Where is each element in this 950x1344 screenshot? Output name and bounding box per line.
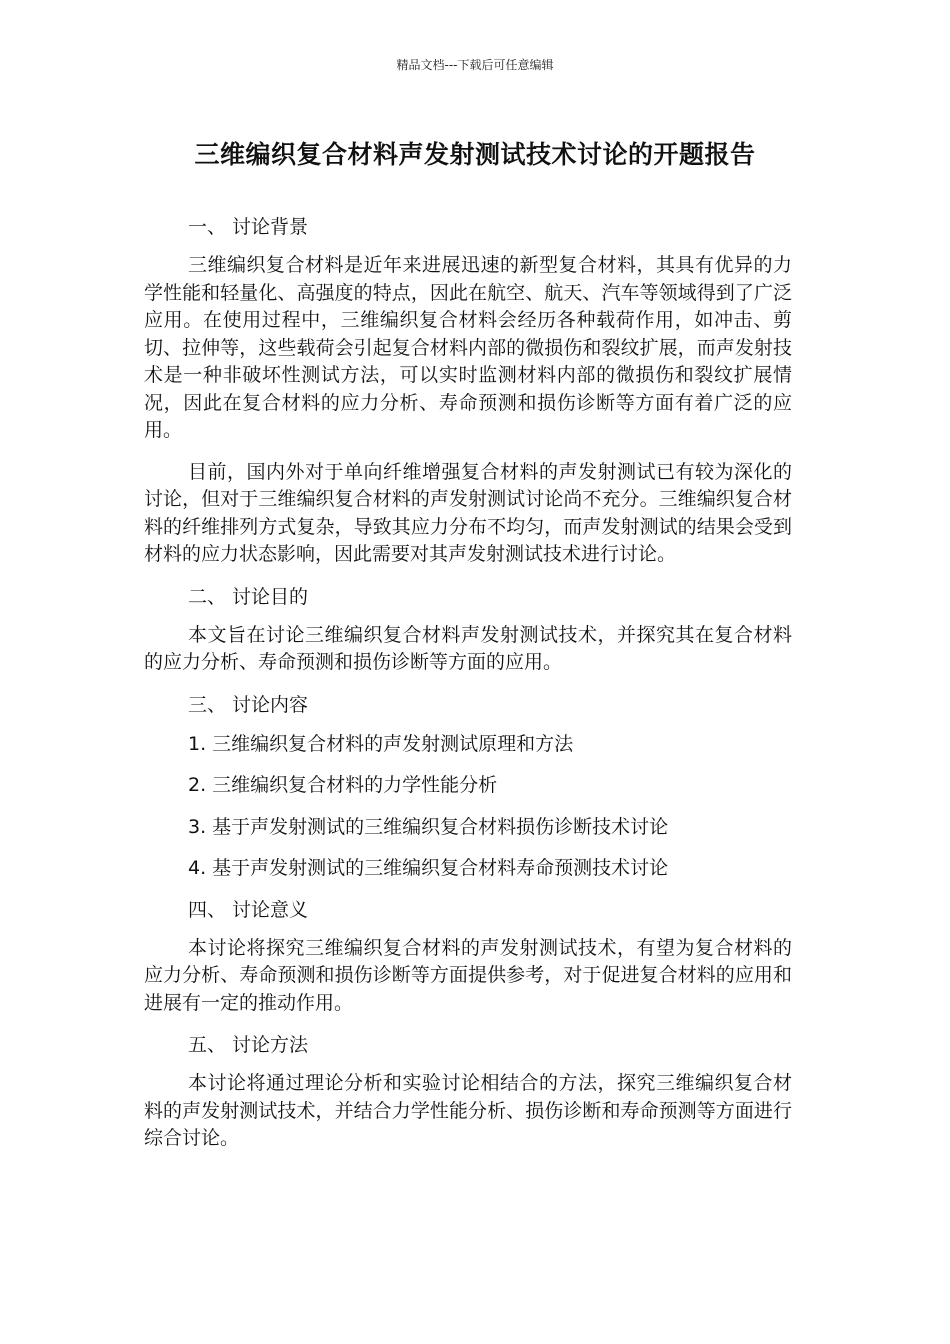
paragraph-background-2: 目前，国内外对于单向纤维增强复合材料的声发射测试已有较为深化的讨论，但对于三维编织复合材料的声发射测试讨论尚不充分。三维编织复合材料的纤维排列方式复杂，导致其应力分布不均匀，而声发射测试的结果会受到材料的应力状态影响，因此需要对其声发射测试技术进行讨论。 bbox=[144, 460, 792, 565]
paragraph-purpose: 本文旨在讨论三维编织复合材料声发射测试技术，并探究其在复合材料的应力分析、寿命预测和损伤诊断等方面的应用。 bbox=[144, 623, 792, 673]
list-item: 1. 三维编织复合材料的声发射测试原理和方法 bbox=[188, 732, 574, 755]
list-item: 4. 基于声发射测试的三维编织复合材料寿命预测技术讨论 bbox=[188, 857, 669, 879]
section-heading-method: 五、 讨论方法 bbox=[188, 1034, 309, 1056]
section-heading-significance: 四、 讨论意义 bbox=[188, 898, 309, 921]
list-item: 3. 基于声发射测试的三维编织复合材料损伤诊断技术讨论 bbox=[188, 815, 669, 838]
document-title: 三维编织复合材料声发射测试技术讨论的开题报告 bbox=[194, 140, 756, 169]
section-heading-background: 一、 讨论背景 bbox=[188, 216, 309, 238]
list-item: 2. 三维编织复合材料的力学性能分析 bbox=[188, 774, 498, 796]
section-heading-purpose: 二、 讨论目的 bbox=[188, 585, 309, 608]
document-body bbox=[144, 213, 792, 1167]
paragraph-method: 本讨论将通过理论分析和实验讨论相结合的方法，探究三维编织复合材料的声发射测试技术，并结合力学性能分析、损伤诊断和寿命预测等方面进行综合讨论。 bbox=[144, 1072, 792, 1149]
paragraph-background-1: 三维编织复合材料是近年来进展迅速的新型复合材料，其具有优异的力学性能和轻量化、高强度的特点，因此在航空、航天、汽车等领域得到了广泛应用。在使用过程中，三维编织复合材料会经历各种载荷作用，如冲击、剪切、拉伸等，这些载荷会引起复合材料内部的微损伤和裂纹扩展，而声发射技术是一种非破坏性测试方法，可以实时监测材料内部的微损伤和裂纹扩展情况，因此在复合材料的应力分析、寿命预测和损伤诊断等方面有着广泛的应用。 bbox=[144, 254, 792, 441]
page-header: 精品文档---下载后可任意编辑 bbox=[396, 58, 554, 72]
paragraph-significance: 本讨论将探究三维编织复合材料的声发射测试技术，有望为复合材料的应力分析、寿命预测和损伤诊断等方面提供参考，对于促进复合材料的应用和进展有一定的推动作用。 bbox=[144, 936, 792, 1014]
section-heading-content: 三、 讨论内容 bbox=[188, 693, 309, 716]
